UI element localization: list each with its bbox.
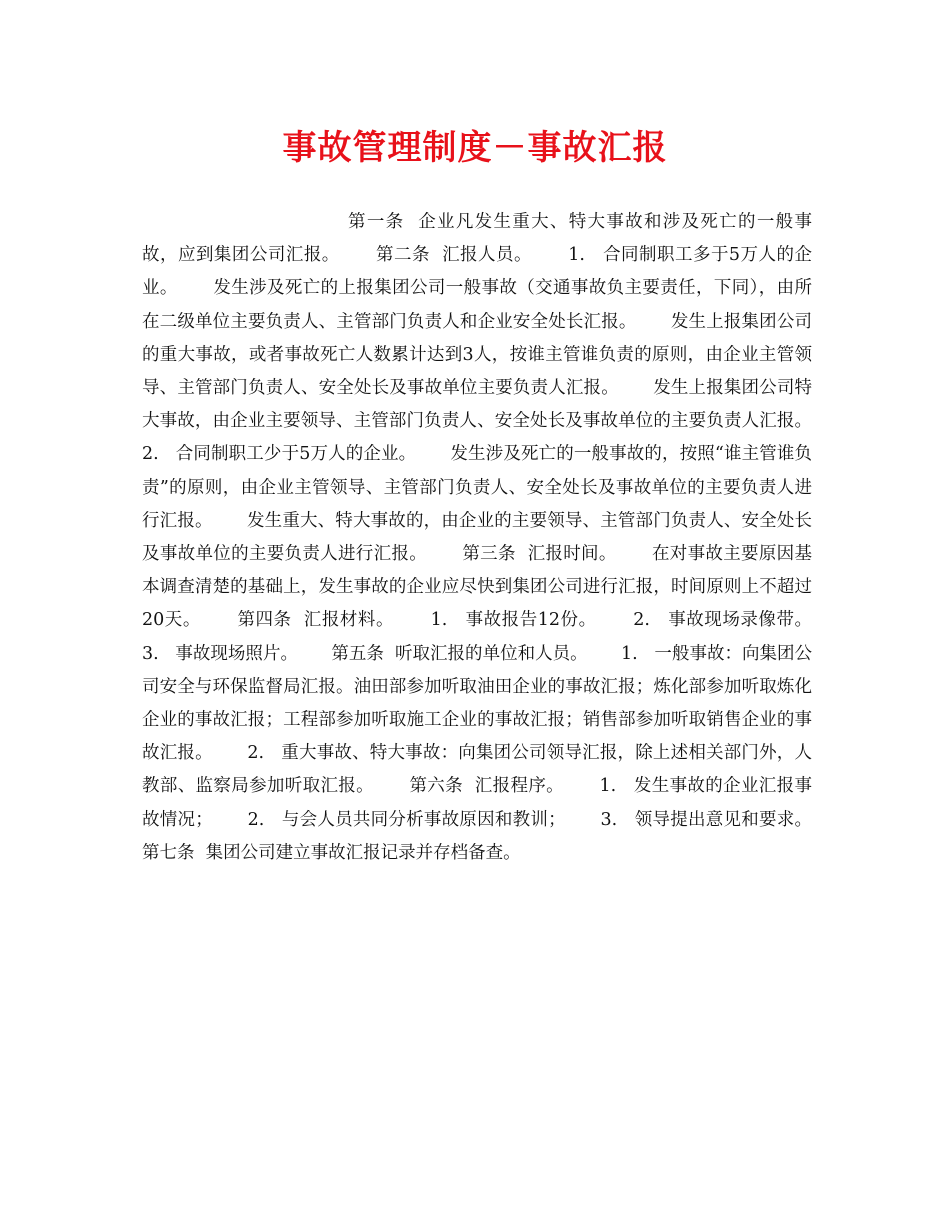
document-body: 第一条 企业凡发生重大、特大事故和涉及死亡的一般事故，应到集团公司汇报。 第二条 汇报人员。 1. 合同制职工多于5万人的企业。 发生涉及死亡的上报集团公司一般事故（交通事故负主要责任，下同），由所在二级单位主要负责人、主管部门负责人和企业安全处长汇报。 发生上报集团公司的重大事故，或者事故死亡人数累计达到3人，按谁主管谁负责的原则，由企业主管领导、主管部门负责人、安全处长及事故单位主要负责人汇报。 发生上报集团公司特大事故，由企业主要领导、主管部门负责人、安全处长及事故单位的主要负责人汇报。 2. 合同制职工少于5万人的企业。 发生涉及死亡的一般事故的，按照“谁主管谁负责”的原则，由企业主管领导、主管部门负责人、安全处长及事故单位的主要负责人进行汇报。 发生重大、特大事故的，由企业的主要领导、主管部门负责人、安全处长及事故单位的主要负责人进行汇报。 第三条 汇报时间。 在对事故主要原因基本调查清楚的基础上，发生事故的企业应尽快到集团公司进行汇报，时间原则上不超过20天。 第四条 汇报材料。 1. 事故报告12份。 2. 事故现场录像带。 3. 事故现场照片。 第五条 听取汇报的单位和人员。 1. 一般事故：向集团公司安全与环保监督局汇报。油田部参加听取油田企业的事故汇报；炼化部参加听取炼化企业的事故汇报；工程部参加听取施工企业的事故汇报；销售部参加听取销售企业的事故汇报。 2. 重大事故、特大事故：向集团公司领导汇报，除上述相关部门外，人教部、监察局参加听取汇报。 第六条 汇报程序。 1. 发生事故的企业汇报事故情况； 2. 与会人员共同分析事故原因和教训； 3. 领导提出意见和要求。 第七条 集团公司建立事故汇报记录并存档备查。 bbox=[142, 212, 846, 863]
document-title: 事故管理制度－事故汇报 bbox=[282, 128, 668, 168]
